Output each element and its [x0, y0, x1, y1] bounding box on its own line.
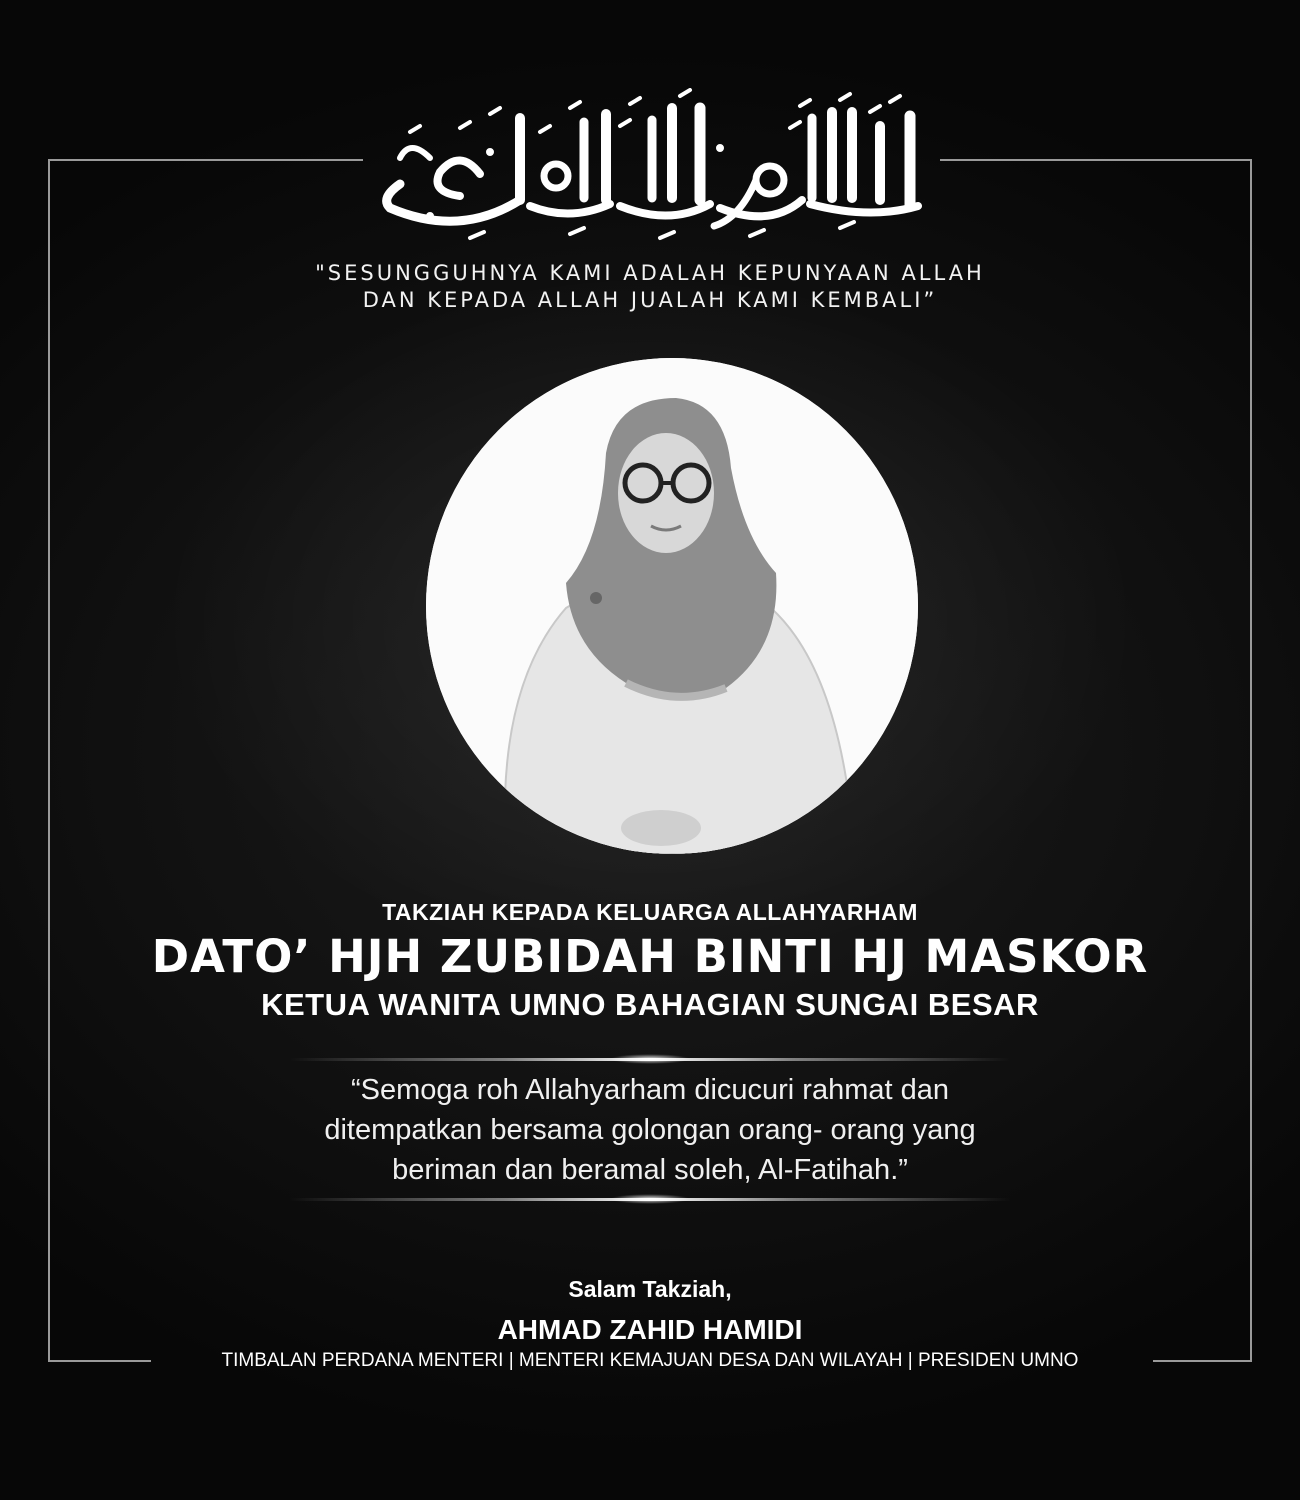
arabic-calligraphy [370, 88, 930, 248]
calligraphy-artwork [370, 88, 930, 248]
divider-bottom-glow [610, 1194, 690, 1204]
divider-top-glow [610, 1054, 690, 1064]
signature-name: AHMAD ZAHID HAMIDI [497, 1314, 803, 1345]
frame-line-right [1250, 159, 1252, 1362]
portrait-photo [426, 358, 918, 854]
signature-titles: TIMBALAN PERDANA MENTERI | MENTERI KEMAJUAN DESA DAN WILAYAH | PRESIDEN UMNO [221, 1350, 1079, 1371]
prayer-line-3: beriman dan beramal soleh, Al-Fatihah.” [392, 1154, 908, 1186]
frame-line-top-left [48, 159, 363, 161]
prayer-line-1: “Semoga roh Allahyarham dicucuri rahmat dan [350, 1074, 950, 1106]
tagline-line-2: DAN KEPADA ALLAH JUALAH KAMI KEMBALI” [362, 288, 938, 312]
deceased-name: DATO’ HJH ZUBIDAH BINTI HJ MASKOR [151, 930, 1149, 983]
frame-line-top-right [940, 159, 1252, 161]
deceased-role: KETUA WANITA UMNO BAHAGIAN SUNGAI BESAR [261, 987, 1039, 1022]
condolence-intro: TAKZIAH KEPADA KELUARGA ALLAHYARHAM [382, 899, 918, 925]
tagline-line-1: "SESUNGGUHNYA KAMI ADALAH KEPUNYAAN ALLAH [315, 261, 985, 285]
portrait-illustration [426, 358, 918, 854]
frame-line-bottom-left [48, 1360, 151, 1362]
signature-greeting: Salam Takziah, [568, 1276, 732, 1302]
prayer-line-2: ditempatkan bersama golongan orang- orang yang [324, 1114, 976, 1146]
frame-line-left [48, 159, 50, 1362]
frame-line-bottom-right [1153, 1360, 1252, 1362]
